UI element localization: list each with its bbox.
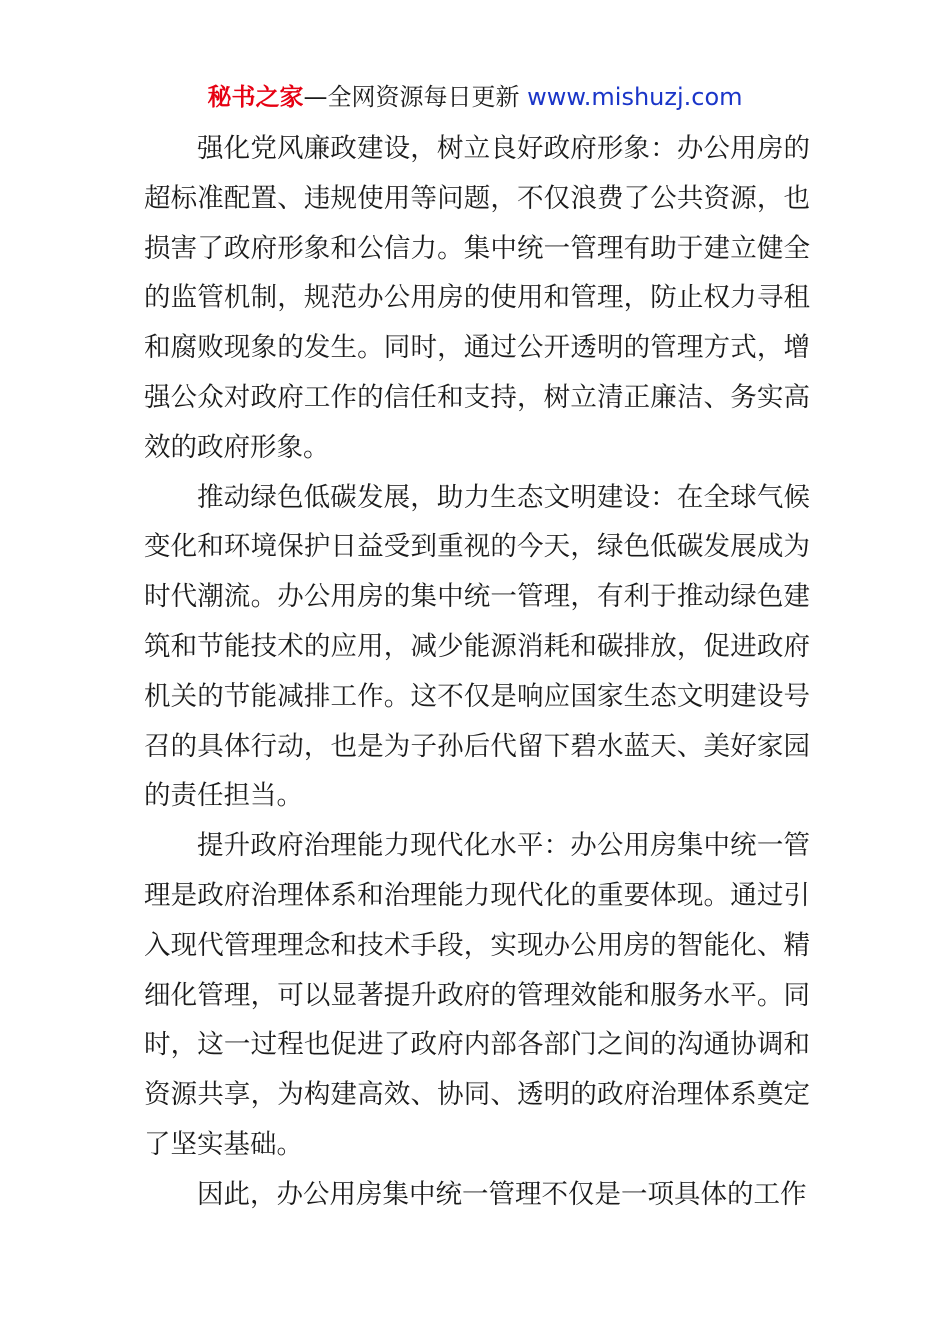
site-url-link[interactable]: www.mishuzj.com bbox=[527, 83, 743, 111]
paragraph-party-integrity: 强化党风廉政建设，树立良好政府形象：办公用房的超标准配置、违规使用等问题，不仅浪费了公共资源，也损害了政府形象和公信力。集中统一管理有助于建立健全的监管机制，规范办公用房的使用和管理，防止权力寻租和腐败现象的发生。同时，通过公开透明的管理方式，增强公众对政府工作的信任和支持，树立清正廉洁、务实高效的政府形象。 bbox=[144, 133, 810, 463]
site-brand: 秘书之家 bbox=[207, 83, 304, 111]
site-header bbox=[0, 80, 950, 114]
paragraph-green-development: 推动绿色低碳发展，助力生态文明建设：在全球气候变化和环境保护日益受到重视的今天，绿色低碳发展成为时代潮流。办公用房的集中统一管理，有利于推动绿色建筑和节能技术的应用，减少能源消耗和碳排放，促进政府机关的节能减排工作。这不仅是响应国家生态文明建设号召的具体行动，也是为子孙后代留下碧水蓝天、美好家园的责任担当。 bbox=[144, 481, 810, 812]
document-body bbox=[144, 124, 810, 1220]
paragraph-governance-modernization: 提升政府治理能力现代化水平：办公用房集中统一管理是政府治理体系和治理能力现代化的重要体现。通过引入现代管理理念和技术手段，实现办公用房的智能化、精细化管理，可以显著提升政府的管理效能和服务水平。同时，这一过程也促进了政府内部各部门之间的沟通协调和资源共享，为构建高效、协同、透明的政府治理体系奠定了坚实基础。 bbox=[144, 830, 810, 1160]
site-tagline: —全网资源每日更新 bbox=[303, 83, 520, 111]
paragraph-conclusion: 因此，办公用房集中统一管理不仅是一项具体的工作 bbox=[197, 1178, 807, 1210]
